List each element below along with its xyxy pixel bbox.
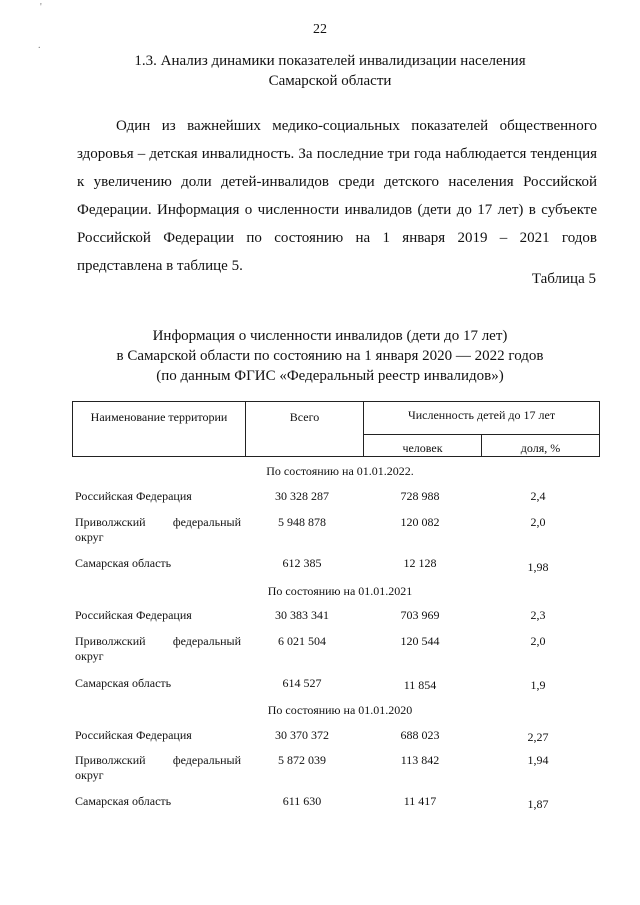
table-row bbox=[0, 794, 640, 824]
cell-people: 12 128 bbox=[403, 556, 437, 570]
cell-share: 2,4 bbox=[530, 489, 546, 503]
header-name: Наименование территории bbox=[73, 402, 246, 457]
header-children-group: Численность детей до 17 лет bbox=[364, 402, 600, 435]
cell-share: 1,98 bbox=[527, 560, 549, 574]
cell-total: 6 021 504 bbox=[278, 634, 326, 648]
scan-mark: ' bbox=[40, 2, 42, 13]
cell-territory: Приволжский федеральный округ bbox=[75, 515, 241, 544]
section-heading-line: 1.3. Анализ динамики показателей инвалидизации населения bbox=[134, 53, 526, 69]
table-caption bbox=[60, 326, 600, 386]
cell-share: 1,94 bbox=[527, 753, 549, 767]
cell-territory: Российская Федерация bbox=[75, 728, 192, 742]
cell-total: 614 527 bbox=[282, 676, 322, 690]
cell-territory: Самарская область bbox=[75, 794, 172, 808]
cell-people: 120 082 bbox=[400, 515, 440, 529]
cell-territory: Самарская область bbox=[75, 556, 172, 570]
cell-total: 30 370 372 bbox=[275, 728, 329, 742]
cell-total: 611 630 bbox=[282, 794, 322, 808]
cell-territory: Российская Федерация bbox=[75, 489, 192, 503]
cell-share: 2,0 bbox=[530, 634, 546, 648]
table-row bbox=[0, 634, 640, 664]
cell-territory: Приволжский федеральный округ bbox=[75, 634, 241, 663]
table-row bbox=[0, 676, 640, 706]
cell-territory: Самарская область bbox=[75, 676, 172, 690]
section-title: По состоянию на 01.01.2022. bbox=[266, 464, 414, 478]
cell-people: 688 023 bbox=[400, 728, 440, 742]
cell-people: 113 842 bbox=[400, 753, 440, 767]
cell-people: 11 417 bbox=[403, 794, 437, 808]
cell-people: 11 854 bbox=[403, 678, 437, 692]
table-caption-line: (по данным ФГИС «Федеральный реестр инвалидов») bbox=[156, 368, 504, 384]
cell-share: 2,3 bbox=[530, 608, 546, 622]
section-heading bbox=[60, 51, 600, 91]
cell-share: 1,9 bbox=[530, 678, 546, 692]
cell-share: 2,0 bbox=[530, 515, 546, 529]
header-total: Всего bbox=[246, 402, 364, 457]
scan-mark: . bbox=[38, 40, 41, 51]
body-paragraph: Один из важнейших медико-социальных показателей общественного здоровья – детская инвалидность. За последние три года наблюдается тенденция к увеличению доли детей-инвалидов среди детского населения Российской Федерации. Информация о численности инвалидов (дети до 17 лет) в субъекте Российской Федерации по состоянию на 1 января 2019 – 2021 годов представлена в таблице 5. bbox=[77, 118, 597, 274]
section-heading-line: Самарской области bbox=[268, 73, 392, 89]
cell-territory: Российская Федерация bbox=[75, 608, 192, 622]
cell-total: 5 872 039 bbox=[278, 753, 326, 767]
header-share: доля, % bbox=[482, 435, 600, 457]
section-title: По состоянию на 01.01.2021 bbox=[267, 584, 413, 598]
table-caption-line: в Самарской области по состоянию на 1 января 2020 — 2022 годов bbox=[116, 348, 544, 364]
cell-total: 30 328 287 bbox=[275, 489, 329, 503]
page-number: 22 bbox=[313, 22, 327, 37]
cell-people: 703 969 bbox=[400, 608, 440, 622]
cell-total: 5 948 878 bbox=[278, 515, 326, 529]
cell-share: 1,87 bbox=[527, 797, 549, 811]
table-caption-line: Информация о численности инвалидов (дети до 17 лет) bbox=[152, 328, 508, 344]
table-header bbox=[72, 401, 600, 457]
cell-share: 2,27 bbox=[527, 730, 549, 744]
table-row bbox=[0, 515, 640, 545]
cell-total: 30 383 341 bbox=[275, 608, 329, 622]
table-row bbox=[0, 556, 640, 586]
cell-total: 612 385 bbox=[282, 556, 322, 570]
cell-people: 120 544 bbox=[400, 634, 440, 648]
section-title: По состоянию на 01.01.2020 bbox=[267, 703, 413, 717]
cell-territory: Приволжский федеральный округ bbox=[75, 753, 241, 782]
table-row bbox=[0, 753, 640, 783]
cell-people: 728 988 bbox=[400, 489, 440, 503]
header-people: человек bbox=[364, 435, 482, 457]
table-label: Таблица 5 bbox=[531, 271, 596, 287]
